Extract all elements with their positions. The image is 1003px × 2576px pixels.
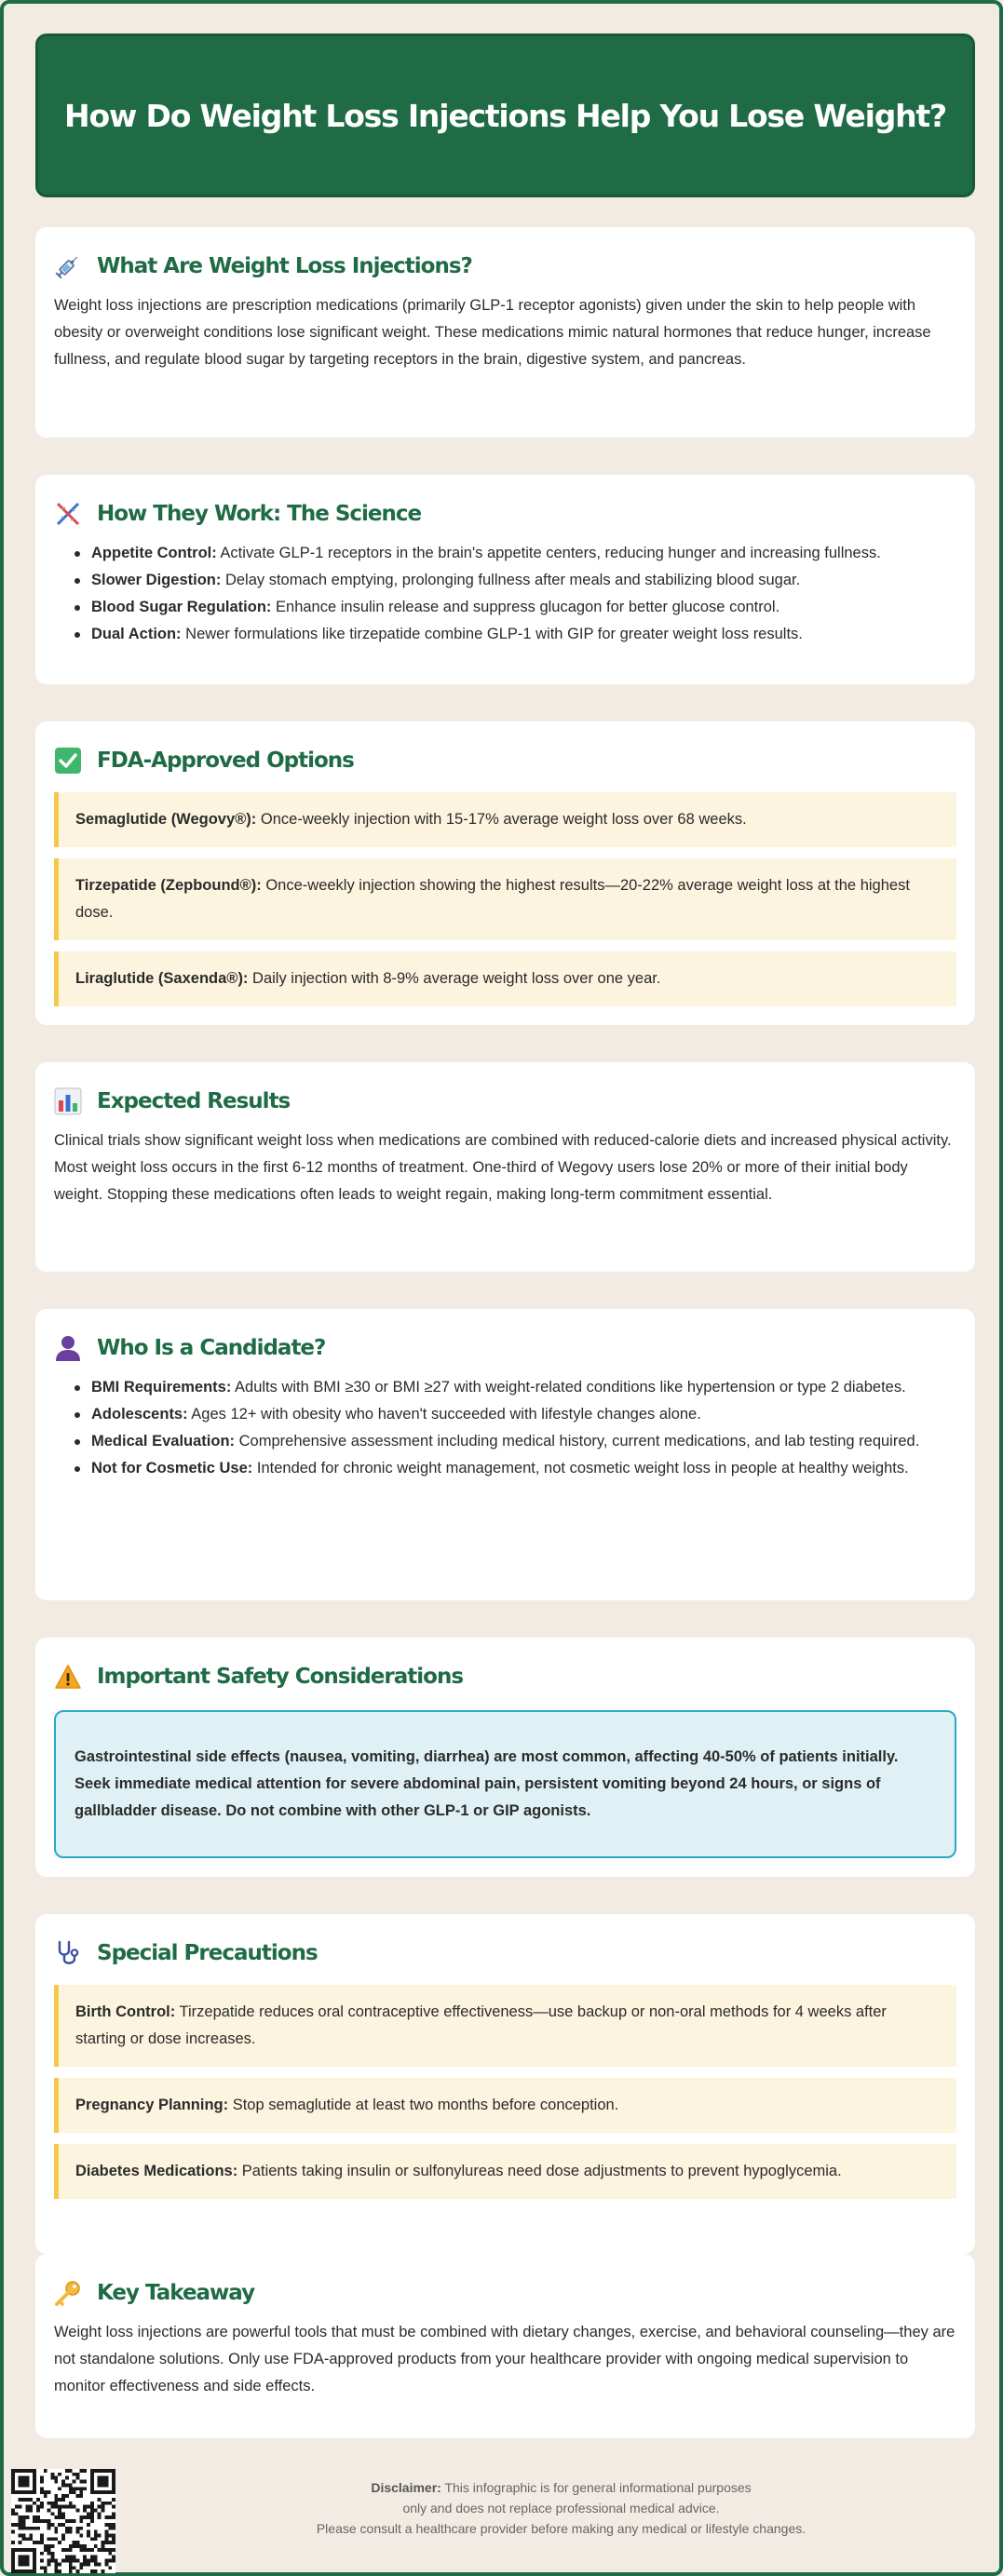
section-heading: Important Safety Considerations bbox=[97, 1665, 464, 1689]
list-item: Slower Digestion: Delay stomach emptying, prolonging fullness after meals and stabilizing blood sugar. bbox=[73, 567, 956, 594]
section-heading: Key Takeaway bbox=[97, 2281, 255, 2305]
section-heading: Special Precautions bbox=[97, 1941, 318, 1965]
dna-icon bbox=[54, 500, 82, 528]
section-takeaway bbox=[35, 2254, 975, 2438]
list-item: BMI Requirements: Adults with BMI ≥30 or BMI ≥27 with weight-related conditions like hypertension or type 2 diabetes. bbox=[73, 1374, 956, 1401]
section-heading: How They Work: The Science bbox=[97, 502, 422, 526]
section-heading: FDA-Approved Options bbox=[97, 749, 354, 773]
section-fda bbox=[35, 722, 975, 1025]
note-item: Semaglutide (Wegovy®): Once-weekly injection with 15-17% average weight loss over 68 weeks. bbox=[54, 792, 956, 847]
qr-code-icon[interactable] bbox=[11, 2469, 115, 2573]
section-heading: What Are Weight Loss Injections? bbox=[97, 254, 472, 278]
section-science bbox=[35, 475, 975, 684]
footer bbox=[11, 2469, 999, 2573]
stethoscope-icon bbox=[54, 1939, 82, 1967]
section-heading: Expected Results bbox=[97, 1089, 291, 1113]
note-item: Tirzepatide (Zepbound®): Once-weekly injection showing the highest results—20-22% average weight loss at the highest dose. bbox=[54, 858, 956, 940]
section-heading: Who Is a Candidate? bbox=[97, 1336, 326, 1360]
section-body: Weight loss injections are powerful tools that must be combined with dietary changes, exercise, and behavioral counseling—they are not standalone solutions. Only use FDA-approved products from your healthcare provider with ongoing medical supervision to monitor effectiveness and side effects. bbox=[54, 2324, 956, 2394]
syringe-icon bbox=[54, 252, 82, 280]
list-item: Dual Action: Newer formulations like tirzepatide combine GLP-1 with GIP for greater weight loss results. bbox=[73, 621, 956, 648]
section-body: Clinical trials show significant weight loss when medications are combined with reduced-calorie diets and increased physical activity. Most weight loss occurs in the first 6-12 months of treatment. One-third of Wegovy users lose 20% or more of their initial body weight. Stopping these medications often leads to weight regain, making long-term commitment essential. bbox=[54, 1132, 952, 1203]
bar-chart-icon bbox=[54, 1087, 82, 1115]
section-body: Weight loss injections are prescription medications (primarily GLP-1 receptor agonists) given under the skin to help people with obesity or overweight conditions lose significant weight. These medications mimic natural hormones that reduce hunger, increase fullness, and regulate blood sugar by targeting receptors in the brain, digestive system, and pancreas. bbox=[54, 297, 931, 368]
page-title: How Do Weight Loss Injections Help You Lose Weight? bbox=[64, 97, 946, 134]
disclaimer: Disclaimer: This infographic is for general informational purposes only and does not replace professional medical advice. Please consult a healthcare provider before making any medical or lifestyle changes. bbox=[316, 2480, 806, 2536]
note-item: Liraglutide (Saxenda®): Daily injection with 8-9% average weight loss over one year. bbox=[54, 951, 956, 1006]
section-results bbox=[35, 1062, 975, 1272]
section-candidate bbox=[35, 1309, 975, 1600]
list-item: Blood Sugar Regulation: Enhance insulin release and suppress glucagon for better glucose control. bbox=[73, 594, 956, 621]
person-icon bbox=[54, 1334, 82, 1362]
section-what bbox=[35, 227, 975, 438]
list-item: Not for Cosmetic Use: Intended for chronic weight management, not cosmetic weight loss in people at healthy weights. bbox=[73, 1455, 956, 1482]
list-item: Appetite Control: Activate GLP-1 receptors in the brain's appetite centers, reducing hunger and increasing fullness. bbox=[73, 540, 956, 567]
checkmark-icon bbox=[54, 747, 82, 775]
title-banner bbox=[35, 34, 975, 197]
key-icon bbox=[54, 2279, 82, 2307]
note-item: Diabetes Medications: Patients taking insulin or sulfonylureas need dose adjustments to prevent hypoglycemia. bbox=[54, 2144, 956, 2199]
science-list bbox=[54, 540, 956, 648]
list-item: Adolescents: Ages 12+ with obesity who haven't succeeded with lifestyle changes alone. bbox=[73, 1401, 956, 1428]
list-item: Medical Evaluation: Comprehensive assessment including medical history, current medications, and lab testing required. bbox=[73, 1428, 956, 1455]
note-item: Pregnancy Planning: Stop semaglutide at least two months before conception. bbox=[54, 2078, 956, 2133]
section-safety bbox=[35, 1638, 975, 1877]
note-item: Birth Control: Tirzepatide reduces oral contraceptive effectiveness—use backup or non-oral methods for 4 weeks after starting or dose increases. bbox=[54, 1985, 956, 2067]
warning-icon bbox=[54, 1663, 82, 1691]
section-precautions bbox=[35, 1914, 975, 2254]
candidate-list bbox=[54, 1374, 956, 1482]
safety-alert: Gastrointestinal side effects (nausea, vomiting, diarrhea) are most common, affecting 40-50% of patients initially. Seek immediate medical attention for severe abdominal pain, persistent vomiting beyond 24 hours, or signs of gallbladder disease. Do not combine with other GLP-1 or GIP agonists. bbox=[54, 1710, 956, 1858]
